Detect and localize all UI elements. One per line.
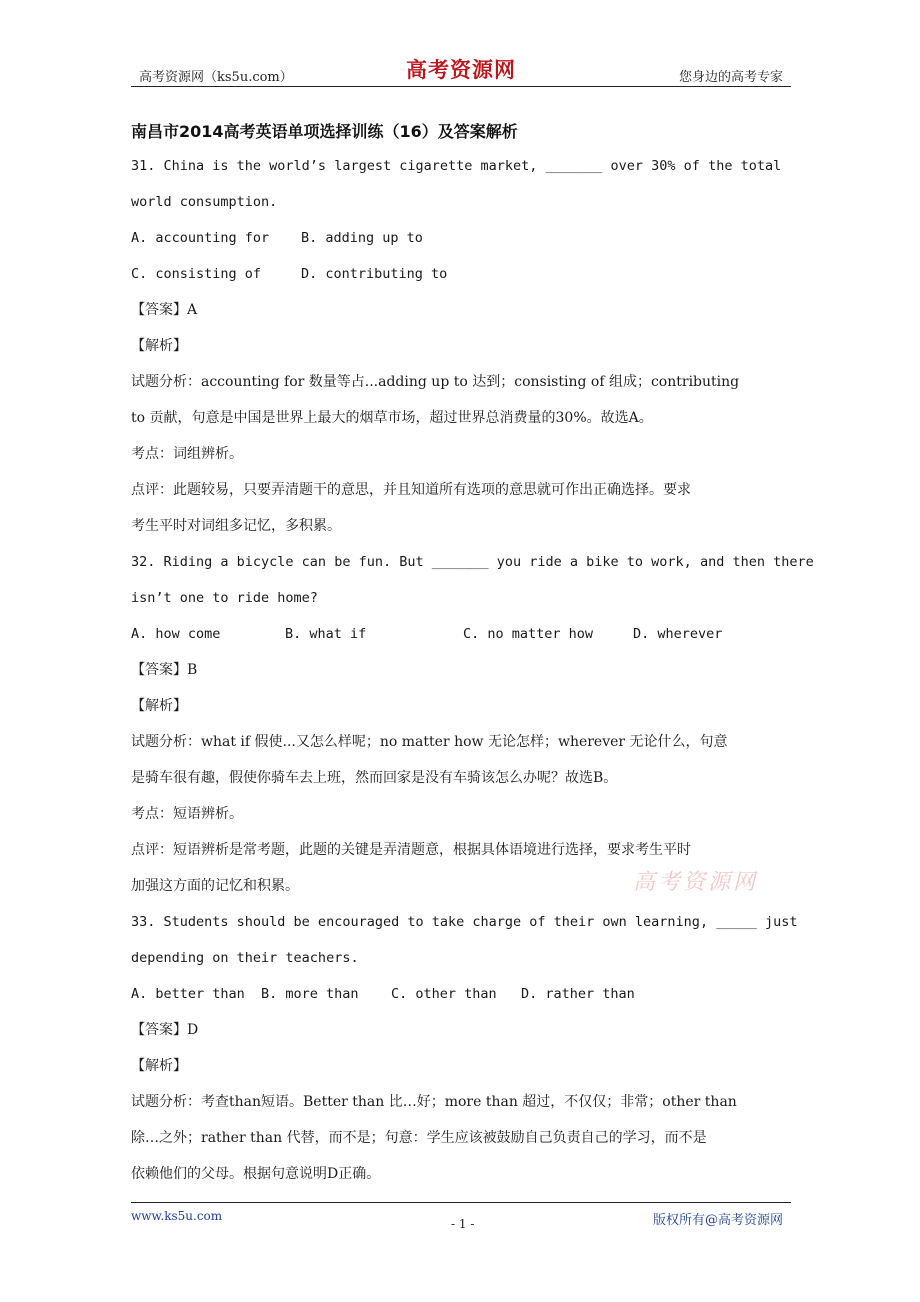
q32-option-c: C. no matter how [463,626,594,642]
footer-copyright: 版权所有@高考资源网 [652,1213,783,1228]
q32-answer: 【答案】B [131,662,198,678]
header-slogan: 您身边的高考专家 [678,70,783,85]
q33-stem-line2: depending on their teachers. [131,950,359,966]
document-body [131,150,821,1194]
q32-comment-line1: 点评：短语辨析是常考题，此题的关键是弄清题意，根据具体语境进行选择，要求考生平时 [131,842,691,858]
q31-comment-line1: 点评：此题较易，只要弄清题干的意思，并且知道所有选项的意思就可作出正确选择。要求 [131,482,691,498]
site-logo[interactable]: 高考资源网 [406,57,516,82]
q33-answer: 【答案】D [131,1022,199,1038]
q32-analysis-line2: 是骑车很有趣，假使你骑车去上班，然而回家是没有车骑该怎么办呢？故选B。 [131,770,618,786]
q31-option-a: A. accounting for [131,230,270,246]
page-header [131,58,791,87]
q32-option-d: D. wherever [633,626,723,642]
q31-analysis-line1: 试题分析：accounting for 数量等占...adding up to 达到；consisting of 组成；contributing [131,374,740,390]
footer-site-link[interactable]: www.ks5u.com [131,1209,223,1223]
q33-analysis-line2: 除…之外；rather than 代替，而不是；句意：学生应该被鼓励自己负责自己的学习，而不是 [131,1130,707,1146]
q32-stem-line1: 32. Riding a bicycle can be fun. But _______ you ride a bike to work, and then there [131,554,814,570]
q31-option-d: D. contributing to [301,266,448,282]
q33-analysis-line3: 依赖他们的父母。根据句意说明D正确。 [131,1166,381,1182]
q31-option-c: C. consisting of [131,266,262,282]
q31-analysis-label: 【解析】 [131,338,187,354]
q31-option-b: B. adding up to [301,230,423,246]
q33-options-row [131,978,821,1014]
q33-option-b: B. more than [261,986,359,1002]
q32-comment-line2: 加强这方面的记忆和积累。 [131,878,299,894]
q31-options-row1 [131,222,821,258]
q31-analysis-line2: to 贡献，句意是中国是世界上最大的烟草市场，超过世界总消费量的30%。故选A。 [131,410,653,426]
q33-option-c: C. other than [391,986,497,1002]
q33-analysis-label: 【解析】 [131,1058,187,1074]
q33-analysis-line1: 试题分析：考查than短语。Better than 比…好；more than 超过，不仅仅；非常；other than [131,1094,737,1110]
watermark-logo: 高考资源网 [633,870,759,895]
q31-stem-line2: world consumption. [131,194,278,210]
document-title: 南昌市2014高考英语单项选择训练（16）及答案解析 [131,122,518,141]
q31-point: 考点：词组辨析。 [131,446,243,462]
q33-option-a: A. better than [131,986,245,1002]
q32-stem-line2: isn’t one to ride home? [131,590,318,606]
q32-point: 考点：短语辨析。 [131,806,243,822]
q31-answer: 【答案】A [131,302,198,318]
page-number: - 1 - [451,1217,475,1231]
q31-stem-line1: 31. China is the world’s largest cigarette market, _______ over 30% of the total [131,158,782,174]
q31-comment-line2: 考生平时对词组多记忆，多积累。 [131,518,341,534]
header-site-name: 高考资源网（ks5u.com） [139,70,293,85]
q32-option-a: A. how come [131,626,221,642]
q31-options-row2 [131,258,821,294]
q32-analysis-label: 【解析】 [131,698,187,714]
q33-option-d: D. rather than [521,986,635,1002]
q32-option-b: B. what if [285,626,367,642]
q32-analysis-line1: 试题分析：what if 假使...又怎么样呢；no matter how 无论怎样；wherever 无论什么，句意 [131,734,728,750]
q33-stem-line1: 33. Students should be encouraged to take charge of their own learning, _____ just [131,914,798,930]
page-footer [131,1202,791,1243]
q32-options-row [131,618,821,654]
